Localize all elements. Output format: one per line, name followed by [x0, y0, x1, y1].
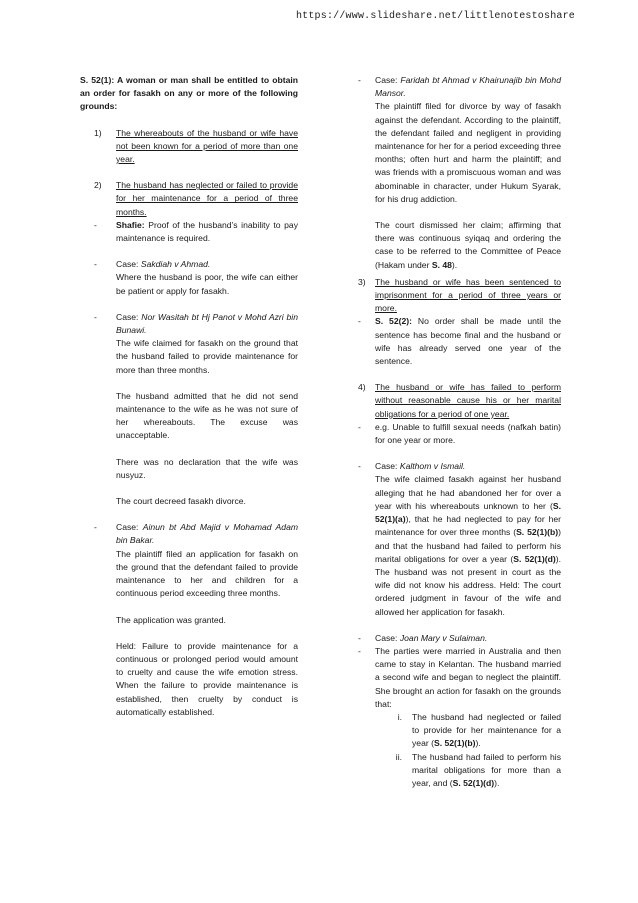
shafie-note — [80, 219, 298, 245]
case-prefix: Case: — [375, 461, 400, 472]
case-prefix: Case: — [375, 75, 401, 85]
case-name: Joan Mary v Sulaiman. — [399, 632, 488, 643]
case-paragraph: The husband admitted that he did not send maintenance to the wife as he was not sure of her whereabouts. The excuse was unacceptable. — [116, 390, 298, 441]
case-prefix: Case: — [116, 259, 141, 270]
ground-text: The husband has neglected or failed to provide for her maintenance for a period of three months. — [116, 180, 298, 217]
joan-mary-facts — [358, 645, 561, 790]
ground-2 — [80, 179, 298, 219]
bullet-dash: - — [358, 421, 361, 432]
ground-number: 2) — [94, 180, 102, 191]
ground-number: 3) — [358, 276, 366, 287]
note-label: S. 52(2): — [375, 316, 412, 327]
ground-4 — [358, 381, 561, 421]
note-label: Shafie: — [116, 219, 145, 230]
case-name: Nor Wasitah bt Hj Panot v Mohd Azri bin Bunawi. — [116, 311, 298, 336]
case-paragraph: There was no declaration that the wife was nusyuz. — [116, 456, 298, 480]
case-paragraph: The court decreed fasakh divorce. — [116, 496, 246, 507]
bullet-dash: - — [94, 219, 97, 230]
case-name: Ainun bt Abd Majid v Mohamad Adam bin Bakar. — [116, 522, 299, 546]
bullet-dash: - — [358, 645, 361, 656]
case-name: Kalthom v Ismail. — [399, 461, 466, 472]
note-text: No order shall be made until the sentence has become final and the husband or wife has already served one year of the sentence. — [375, 316, 562, 367]
case-sakdiah — [80, 258, 298, 298]
sub-number: i. — [397, 711, 402, 722]
case-joan-mary — [358, 632, 561, 645]
bullet-dash: - — [358, 632, 361, 643]
bullet-dash: - — [94, 259, 97, 270]
case-paragraph: The court dismissed her claim; affirming that there was continuous syiqaq and ordering the case to be referred to the Committee of Peace (Hakam under S. 48). — [375, 220, 561, 270]
case-prefix: Case: — [375, 632, 400, 643]
case-paragraph: The wife claimed for fasakh on the ground that the husband failed to provide maintenance for more than three months. — [116, 338, 298, 375]
case-text: Where the husband is poor, the wife can either be patient or apply for fasakh. — [116, 272, 298, 296]
case-ainun — [80, 521, 298, 719]
case-prefix: Case: — [116, 311, 142, 322]
section-ref: S. 52(1)(d) — [452, 777, 495, 788]
ground-3 — [358, 276, 561, 316]
source-url: https://www.slideshare.net/littlenotestoshare — [295, 11, 575, 22]
sub-number: ii. — [395, 751, 402, 762]
ground-number: 4) — [358, 382, 366, 393]
bullet-dash: - — [358, 75, 361, 85]
sub-ground-i: i. The husband had neglected or failed to provide for her maintenance for a year (S. 52(1)(b)). — [375, 711, 561, 751]
case-kalthom — [358, 460, 561, 618]
bullet-dash: - — [94, 522, 97, 533]
case-paragraph: The plaintiff filed for divorce by way of fasakh against the defendant. According to the plaintiff, the defendant failed and negligent in providing maintenance for her for a period exceeding three months; often hurt and harm the plaintiff; and was friends with a promiscuous woman and was abominable in character, under Hukum Syarak, for his drug addiction. — [375, 101, 561, 204]
s52-2-note — [358, 315, 561, 368]
bullet-dash: - — [94, 311, 97, 322]
bullet-dash: - — [358, 316, 361, 327]
ground-1 — [80, 127, 298, 167]
case-paragraph: The plaintiff filed an application for fasakh on the ground that the defendant failed to provide maintenance to her and children for a continuous period exceeding three months. — [116, 548, 298, 599]
ground-text: The husband or wife has failed to perform without reasonable cause his or her marital obligations for a period of one year. — [375, 382, 561, 419]
case-paragraph: The application was granted. — [116, 614, 226, 625]
case-name: Sakdiah v Ahmad. — [140, 259, 211, 270]
section-ref: S. 52(1)(a) — [375, 500, 561, 525]
case-faridah — [358, 74, 561, 272]
bullet-dash: - — [358, 461, 361, 472]
example-note — [358, 421, 561, 447]
section-ref: S. 52(1)(d) — [513, 553, 556, 564]
case-nor-wasitah — [80, 311, 298, 508]
section-ref: S. 48 — [431, 259, 452, 270]
section-heading: S. 52(1): A woman or man shall be entitled to obtain an order for fasakh on any or more of the following grounds: — [80, 75, 298, 112]
section-ref: S. 52(1)(b) — [433, 738, 476, 749]
case-name: Faridah bt Ahmad v Khairunajib bin Mohd Mansor. — [375, 75, 561, 99]
case-paragraph: The parties were married in Australia and then came to stay in Kelantan. The husband married a second wife and began to neglect the plaintiff. She brought an action for fasakh on the grounds that: — [375, 645, 561, 709]
ground-text: The husband or wife has been sentenced to imprisonment for a period of three years or more. — [375, 276, 561, 314]
case-paragraph: Held: Failure to provide maintenance for a continuous or prolonged period would amount to cruelty and cause the wife emotion stress. When the failure to provide maintenance is established, then cruelty by conduct is automatically established. — [116, 640, 298, 717]
left-column — [80, 74, 298, 719]
section-ref: S. 52(1)(b) — [516, 527, 559, 538]
note-text: Proof of the husband’s inability to pay maintenance is required. — [116, 219, 298, 244]
case-paragraph: The wife claimed fasakh against her husband alleging that he had abandoned her for over a year with his whereabouts unknown to her (S. 52(1)(a)), that he had neglected to pay for her maintenance for over three months (S. 52(1)(b)) and that the husband had failed to perform his marital obligations for over a year (S. 52(1)(d)). The husband was not present in court as the wife did not know his address. Held: The court ordered judgment in favour of the wife and allowed her application for fasakh. — [375, 474, 562, 617]
ground-number: 1) — [94, 127, 102, 138]
right-column — [358, 74, 561, 790]
ground-text: The whereabouts of the husband or wife have not been known for a period of more than one year. — [116, 127, 298, 165]
note-text: e.g. Unable to fulfill sexual needs (nafkah batin) for one year or more. — [375, 421, 561, 446]
case-prefix: Case: — [116, 522, 143, 533]
sub-ground-ii: ii. The husband had failed to perform his marital obligations for more than a year, and (S. 52(1)(d)). — [375, 751, 561, 791]
